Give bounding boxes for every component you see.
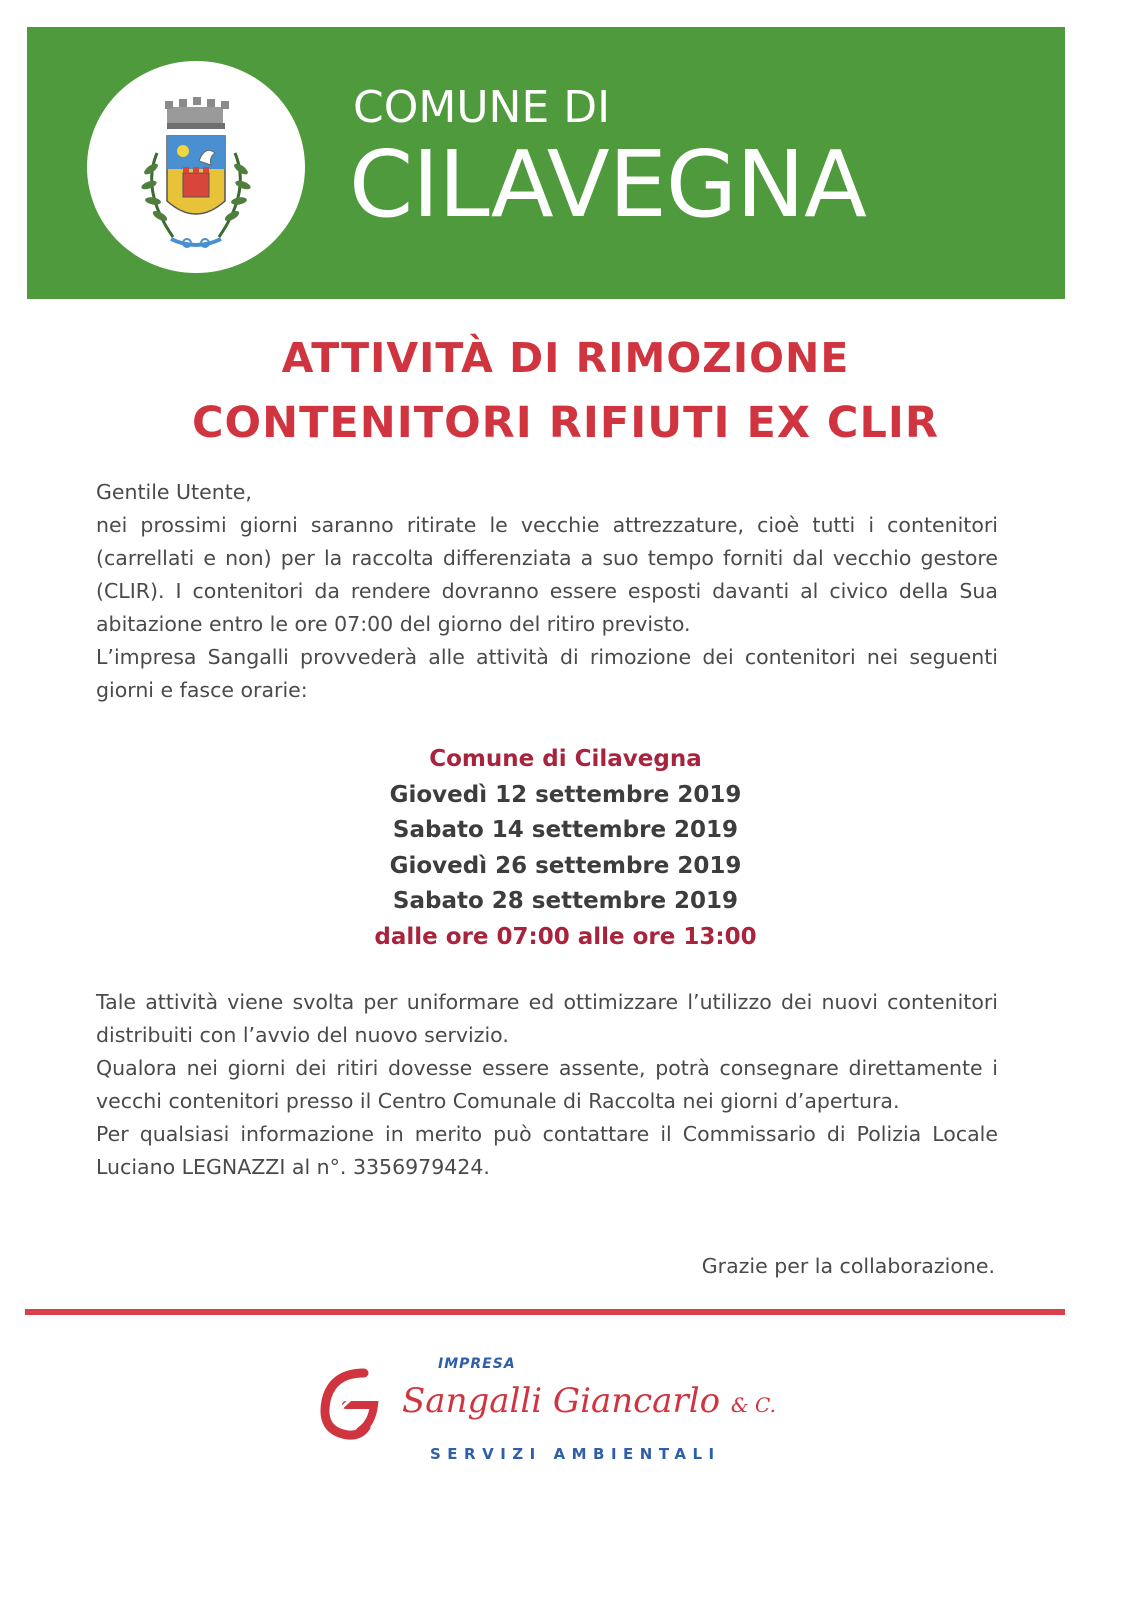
thanks-note: Grazie per la collaborazione. [701,1254,995,1278]
schedule-block [0,742,1131,955]
intro-text [96,476,998,707]
closing-paragraph-3: Per qualsiasi informazione in merito può contattare il Commissario di Polizia Locale Luciano LEGNAZZI al n°. 3356979424. [96,1122,998,1179]
schedule-hours: dalle ore 07:00 alle ore 13:00 [374,923,757,950]
header-banner [27,27,1065,299]
city-name: CILAVEGNA [349,131,866,238]
footer-impresa-label: IMPRESA [438,1356,516,1372]
schedule-date: Giovedì 12 settembre 2019 [389,781,742,808]
intro-paragraph-1: nei prossimi giorni saranno ritirate le vecchie attrezzature, cioè tutti i contenitori (carrellati e non) per la raccolta differenziata a suo tempo forniti dal vecchio gestore (CLIR). I contenitori da rendere dovranno essere esposti davanti al civico della Sua abitazione entro le ore 07:00 del giorno del ritiro previsto. [96,513,998,636]
greeting: Gentile Utente, [96,480,252,504]
crest-badge [87,61,305,273]
closing-paragraph-1: Tale attività viene svolta per uniformare ed ottimizzare l’utilizzo dei nuovi contenitori distribuiti con l’avvio del nuovo servizio. [96,990,998,1047]
schedule-municipality: Comune di Cilavegna [429,746,702,772]
company-name [402,1381,776,1421]
schedule-date: Giovedì 26 settembre 2019 [389,852,742,879]
closing-paragraph-2: Qualora nei giorni dei ritiri dovesse essere assente, potrà consegnare direttamente i vecchi contenitori presso il Centro Comunale di Raccolta nei giorni d’apertura. [96,1056,998,1113]
municipal-coat-of-arms-icon [87,61,305,273]
schedule-date: Sabato 14 settembre 2019 [392,817,739,843]
notice-title-line2: CONTENITORI RIFIUTI EX CLIR [191,398,940,448]
schedule-date: Sabato 28 settembre 2019 [392,888,739,914]
intro-paragraph-2: L’impresa Sangalli provvederà alle attività di rimozione dei contenitori nei seguenti giorni e fasce orarie: [96,645,998,702]
services-tagline: SERVIZI AMBIENTALI [430,1445,721,1463]
closing-text [96,986,998,1184]
footer-divider [25,1309,1065,1315]
header-subtitle: COMUNE DI [353,82,611,133]
company-suffix: & C. [730,1393,776,1417]
sg-monogram-icon [312,1365,390,1443]
notice-title-line1: ATTIVITÀ DI RIMOZIONE [281,334,850,382]
company-name-text: Sangalli Giancarlo [402,1381,721,1421]
